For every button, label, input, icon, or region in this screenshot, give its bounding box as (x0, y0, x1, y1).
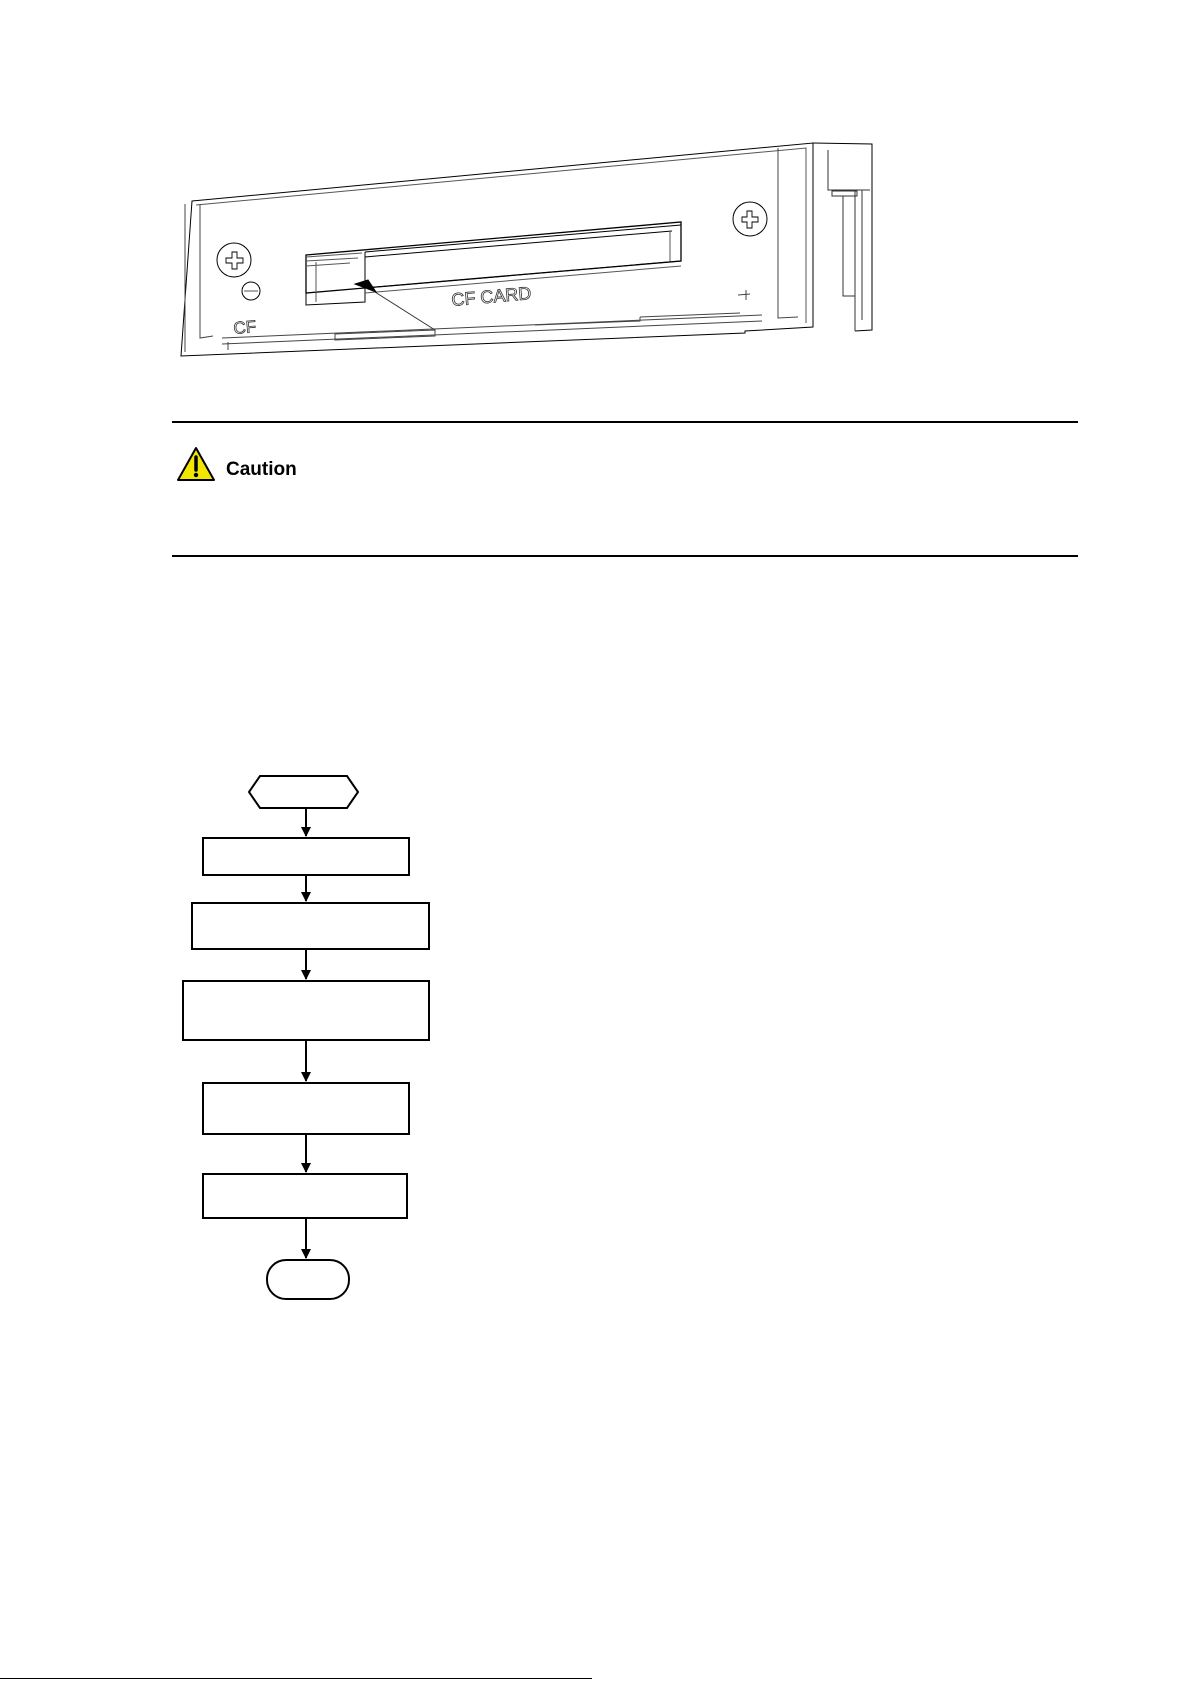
cf-card-panel-illustration (170, 128, 890, 368)
flowchart-step (203, 1174, 407, 1218)
flowchart-end (267, 1260, 349, 1299)
cf-slot-label: CF (232, 317, 257, 338)
flowchart-step (183, 981, 429, 1040)
flowchart-step (203, 1083, 409, 1134)
caution-top-rule (172, 421, 1078, 423)
procedure-flowchart (180, 770, 440, 1310)
flowchart-start (249, 776, 358, 808)
cf-card-panel-label: CF CARD (450, 283, 533, 310)
flowchart-step (203, 838, 409, 875)
footer-rule (0, 1678, 592, 1679)
warning-triangle-icon (176, 446, 216, 482)
caution-heading: Caution (226, 459, 297, 480)
caution-bottom-rule (172, 555, 1078, 557)
flowchart-step (192, 903, 429, 949)
